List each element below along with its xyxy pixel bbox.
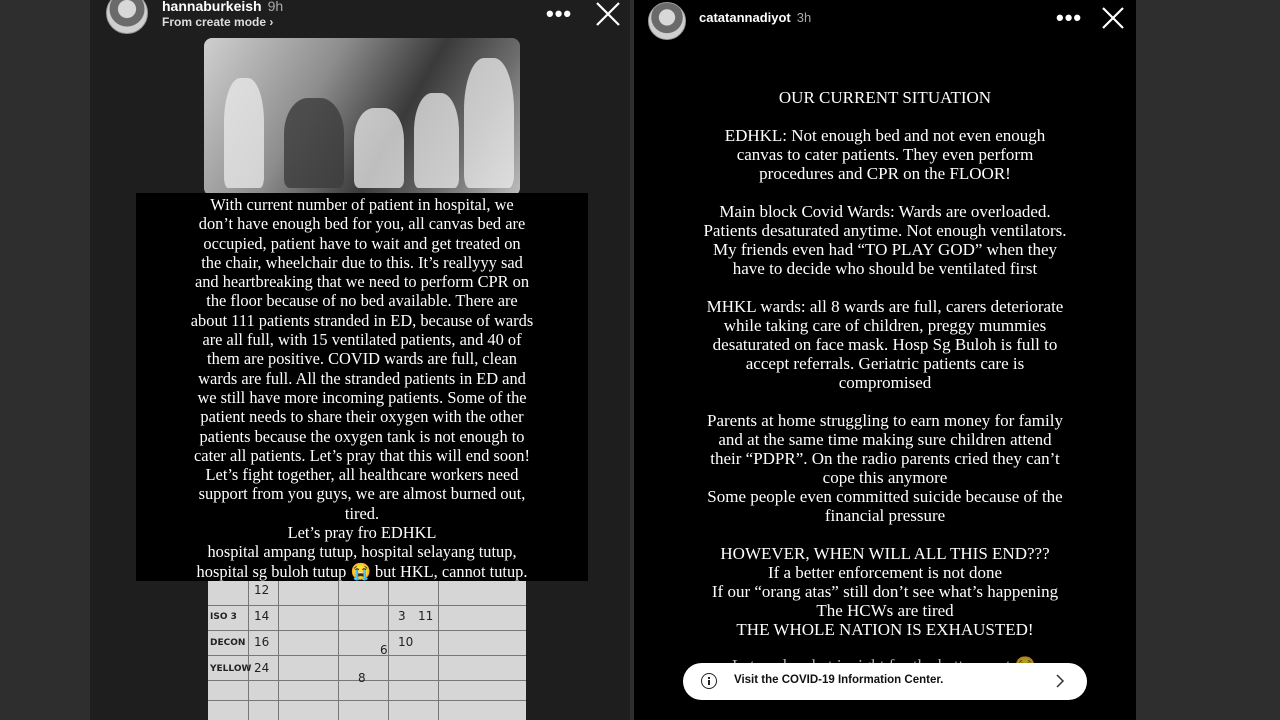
close-icon[interactable]: [1100, 5, 1130, 35]
username-text: catatannadiyot: [699, 10, 791, 25]
board-number: 14: [254, 609, 270, 623]
username[interactable]: [162, 0, 283, 14]
board-number: 12: [254, 583, 270, 597]
board-number: 3: [398, 609, 406, 623]
right-story: [634, 0, 1136, 720]
board-number: 16: [254, 635, 270, 649]
post-time: 3h: [796, 10, 812, 25]
hospital-photo: [204, 38, 520, 196]
more-options-icon[interactable]: •••: [1056, 5, 1083, 30]
subtitle-text: From create mode: [162, 15, 267, 29]
board-label: DECON: [210, 638, 246, 648]
board-label: ISO 3: [210, 612, 237, 622]
chevron-right-icon: ›: [269, 15, 274, 29]
avatar[interactable]: [648, 2, 686, 40]
username[interactable]: [699, 10, 811, 25]
story-text: OUR CURRENT SITUATION EDHKL: Not enough bed and not even enough canvas to cater patients. They even perform procedures and CPR on the FLOOR! Main block Covid Wards: Wards are overloaded. Patients desaturated anytime. Not enough ventilators. My friends even had “TO PLAY GOD” when they have to decide who should be ventilated first MHKL wards: all 8 wards are full, carers deteriorate while taking care of children, preggy mummies desaturated on face mask. Hosp Sg Buloh is full to accept referrals. Geriatric patients care is compromised Parents at home struggling to earn money for family and at the same time making sure children attend their “PDPR”. On the radio parents cried they can’t cope this anymore Some people even committed suicide because of the financial pressure HOWEVER, WHEN WILL ALL THIS END??? If a better enforcement is not done If our “orang atas” still don’t see what’s happening The HCWs are tired THE WHOLE NATION IS EXHAUSTED!: [703, 88, 1067, 639]
covid-info-banner[interactable]: [683, 663, 1087, 700]
board-number: 11: [418, 609, 434, 623]
close-icon[interactable]: [594, 0, 624, 30]
username-text: hannaburkeish: [162, 0, 262, 14]
story-header: [634, 0, 1136, 40]
subtitle[interactable]: [162, 15, 273, 29]
story-text: With current number of patient in hospital, we don’t have enough bed for you, all canvas bed are occupied, patient have to wait and get treated on the chair, wheelchair due to this. It’s reallyyy sad and heartbreaking that we need to perform CPR on the floor because of no bed available. There are about 111 patients stranded in ED, because of wards are all full, with 15 ventilated patients, and 40 of them are positive. COVID wards are full, clean wards are full. All the stranded patients in ED and we still have more incoming patients. Some of the patient needs to share their oxygen with the other patients because the oxygen tank is not enough to cater all patients. Let’s pray that this will end soon! Let’s fight together, all healthcare workers need support from you guys, we are almost burned out, tired. Let’s pray fro EDHKL hospital ampang tutup, hospital selayang tutup, hospital sg buloh tutup 😭 but HKL, cannot tutup.: [190, 195, 534, 581]
left-story: [90, 0, 630, 720]
story-text-box: [136, 193, 588, 581]
bed-board-photo: [208, 575, 526, 720]
board-label: YELLOW: [210, 664, 252, 674]
post-time: 9h: [267, 0, 284, 14]
story-header: [90, 0, 630, 40]
board-number: 10: [398, 635, 414, 649]
board-number: 6: [380, 643, 388, 657]
avatar[interactable]: [106, 0, 148, 34]
covid-info-text: Visit the COVID-19 Information Center.: [734, 674, 944, 686]
more-options-icon[interactable]: •••: [546, 1, 573, 26]
chevron-right-icon: [1055, 674, 1065, 688]
info-icon: [701, 673, 717, 689]
board-number: 8: [358, 671, 366, 685]
board-number: 24: [254, 661, 270, 675]
